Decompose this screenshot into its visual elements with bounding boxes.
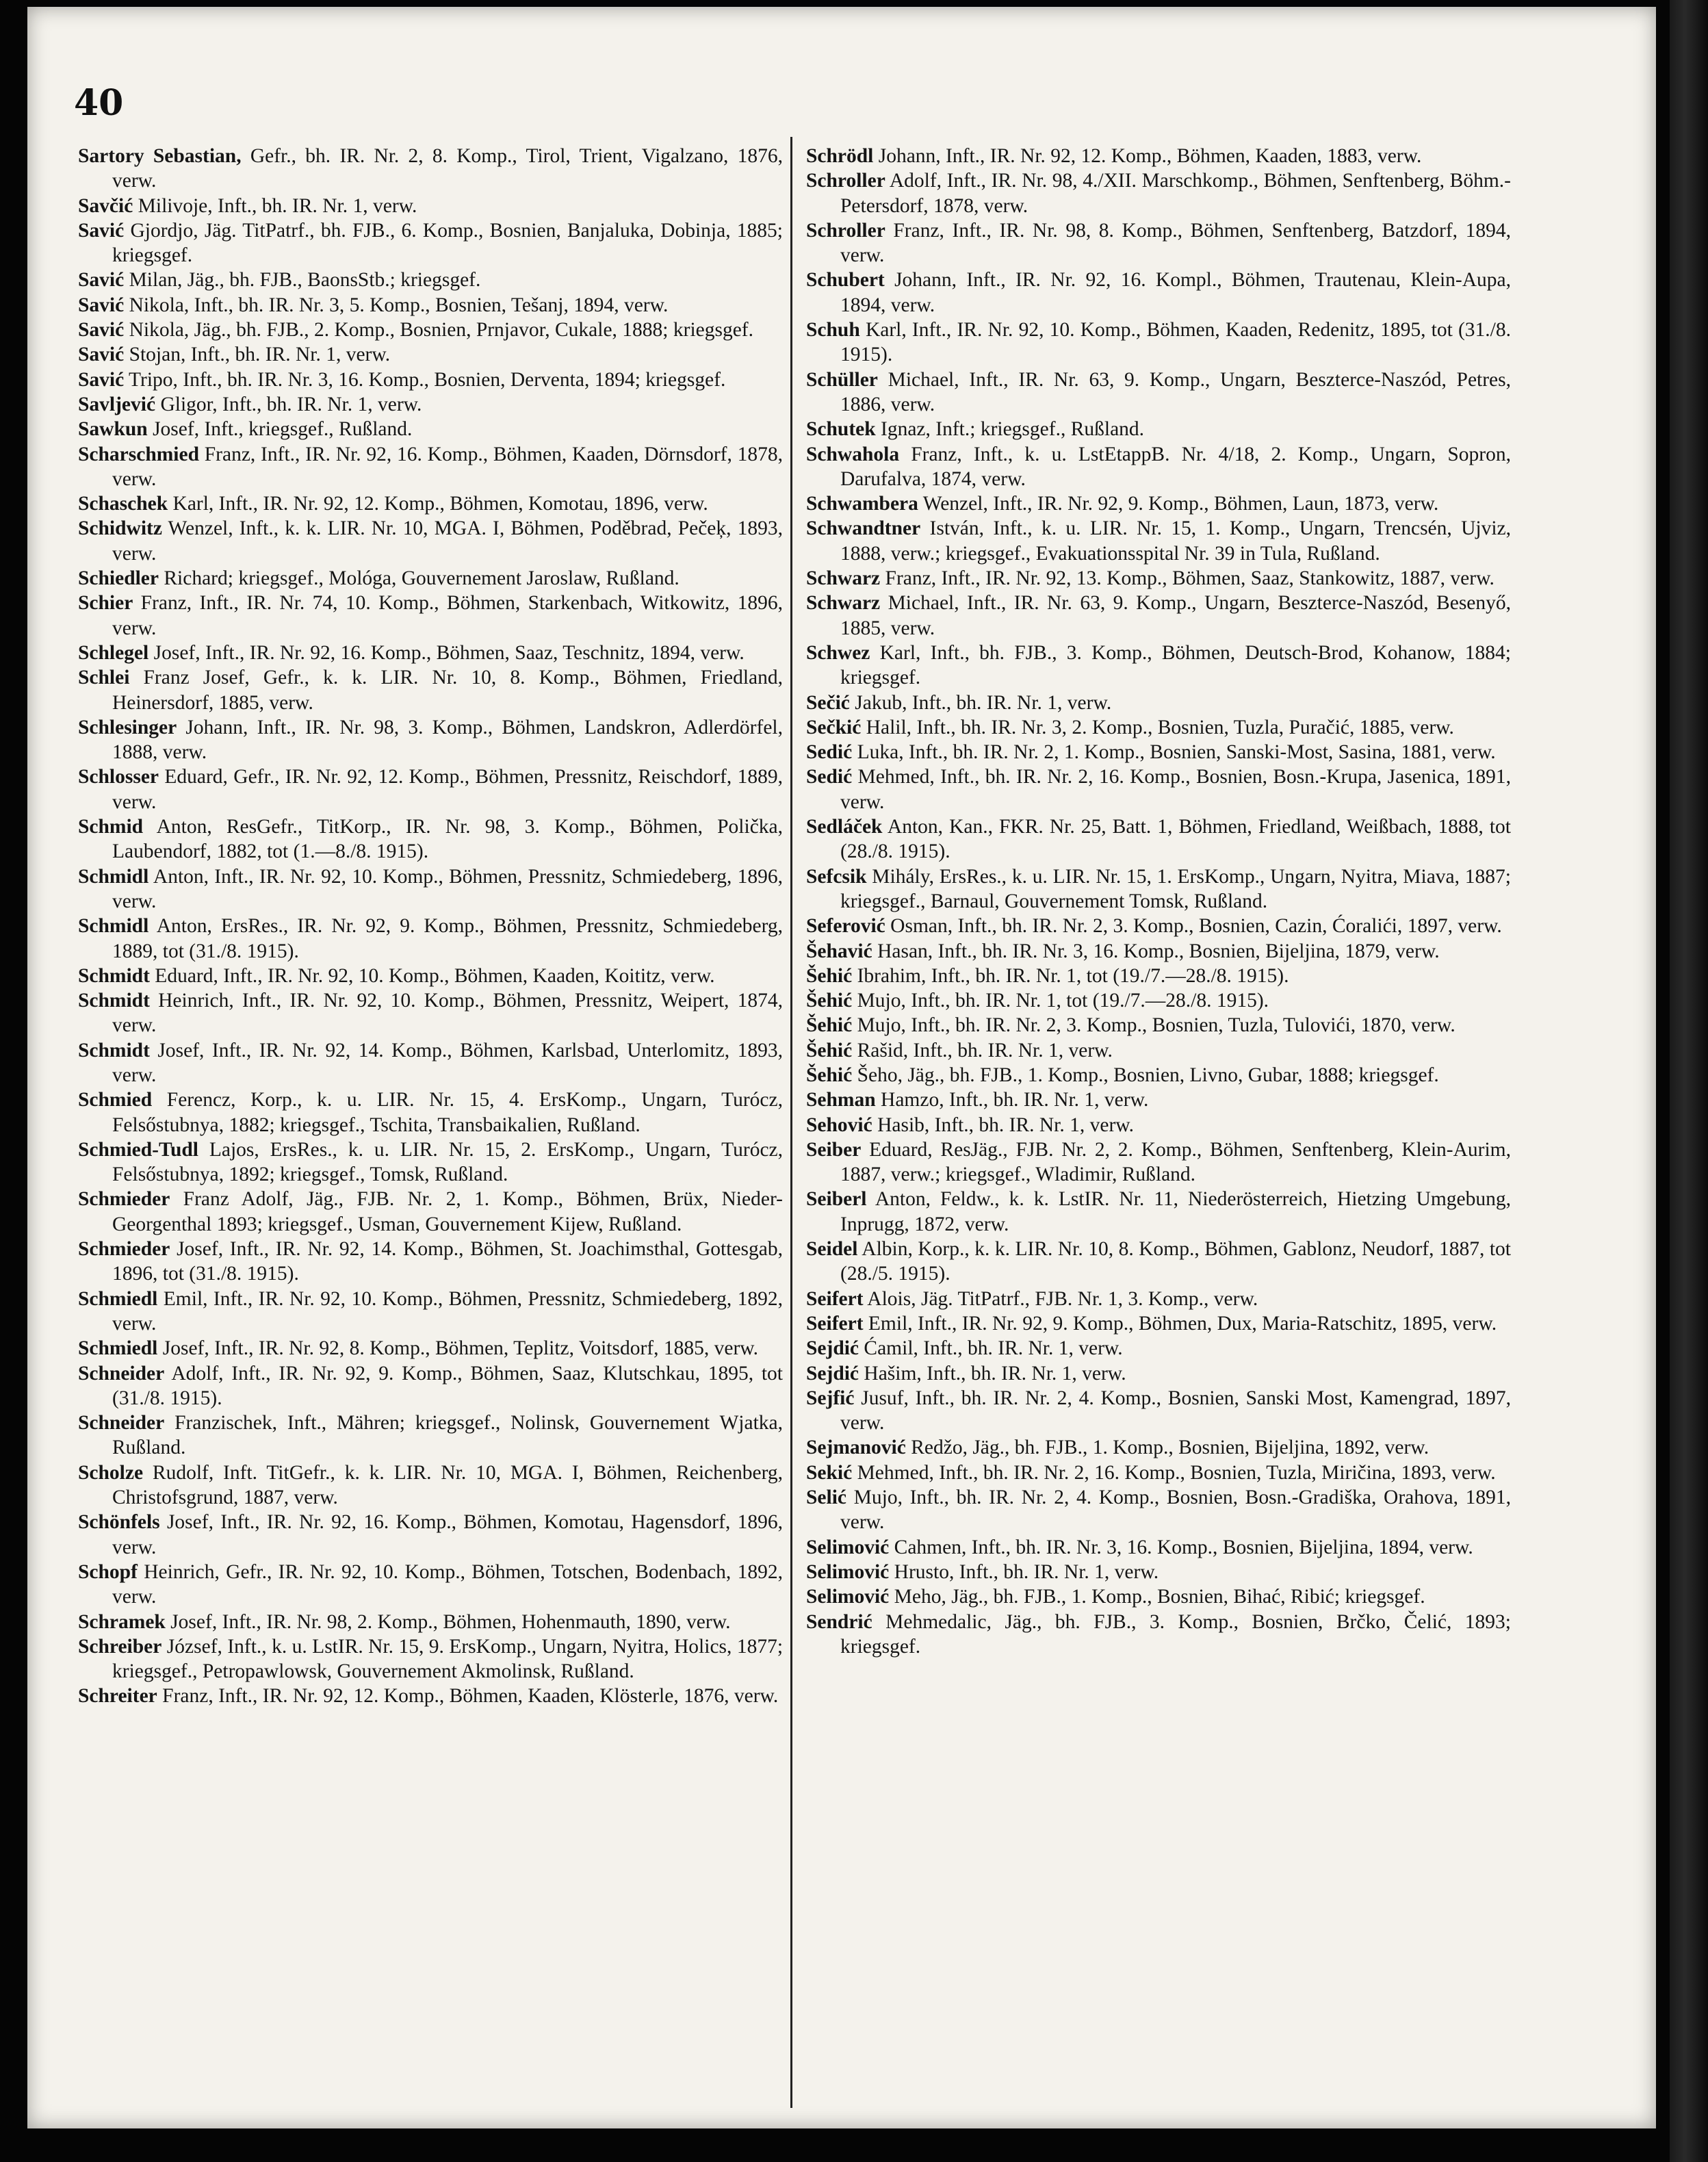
entry-details: Karl, Inft., IR. Nr. 92, 10. Komp., Böhmen, Kaaden, Redenitz, 1895, tot (31./8. 1915). xyxy=(840,319,1511,366)
list-entry xyxy=(78,715,783,765)
list-entry xyxy=(78,1684,783,1708)
entry-details: Wenzel, Inft., IR. Nr. 92, 9. Komp., Böhmen, Laun, 1873, verw. xyxy=(922,493,1439,515)
entry-surname: Šehić xyxy=(806,964,853,987)
list-entry xyxy=(806,964,1511,988)
list-entry xyxy=(78,368,783,392)
entry-details: Luka, Inft., bh. IR. Nr. 2, 1. Komp., Bosnien, Sanski-Most, Sasina, 1881, verw. xyxy=(857,741,1496,764)
list-entry xyxy=(78,1610,783,1634)
list-entry xyxy=(78,194,783,218)
list-entry xyxy=(78,1336,783,1361)
entry-details: Michael, Inft., IR. Nr. 63, 9. Komp., Ungarn, Beszterce-Naszód, Besenyő, 1885, verw. xyxy=(840,592,1512,639)
list-entry xyxy=(78,1510,783,1560)
entry-surname: Sečkić xyxy=(806,716,862,738)
list-entry xyxy=(78,964,783,988)
list-entry xyxy=(78,1187,783,1237)
list-entry xyxy=(806,1485,1511,1535)
entry-details: Tripo, Inft., bh. IR. Nr. 3, 16. Komp., Bosnien, Derventa, 1894; kriegsgef. xyxy=(129,368,726,391)
entry-surname: Sehman xyxy=(806,1089,876,1111)
list-entry xyxy=(806,1038,1511,1063)
entry-surname: Schmid xyxy=(78,816,144,838)
entry-surname: Schmiedl xyxy=(78,1337,158,1360)
entry-details: Hamzo, Inft., bh. IR. Nr. 1, verw. xyxy=(881,1089,1149,1111)
list-entry xyxy=(78,864,783,914)
entry-surname: Seifert xyxy=(806,1287,864,1310)
list-entry xyxy=(78,1038,783,1088)
entry-surname: Sartory Sebastian, xyxy=(78,145,242,167)
entry-details: Anton, Inft., IR. Nr. 92, 10. Komp., Böhmen, Pressnitz, Schmiedeberg, 1896, verw. xyxy=(112,865,784,912)
list-entry xyxy=(806,318,1511,368)
entry-surname: Selić xyxy=(806,1487,846,1509)
entry-surname: Schroller xyxy=(806,219,885,242)
list-entry xyxy=(806,1013,1511,1038)
left-column xyxy=(78,144,783,1709)
entry-surname: Schier xyxy=(78,592,133,615)
list-entry xyxy=(806,1361,1511,1386)
list-entry xyxy=(806,715,1511,740)
entry-details: Heinrich, Inft., IR. Nr. 92, 10. Komp., Böhmen, Pressnitz, Weipert, 1874, verw. xyxy=(112,990,783,1037)
list-entry xyxy=(78,814,783,864)
entry-details: Franz, Inft., IR. Nr. 92, 16. Komp., Böhmen, Kaaden, Dörnsdorf, 1878, verw. xyxy=(112,443,783,490)
entry-surname: Sehović xyxy=(806,1114,872,1136)
list-entry xyxy=(806,491,1511,516)
entry-surname: Schuh xyxy=(806,319,860,342)
list-entry xyxy=(806,442,1511,492)
entry-details: Anton, ResGefr., TitKorp., IR. Nr. 98, 3. Komp., Böhmen, Polička, Laubendorf, 1882, tot (1.—8./8. 1915). xyxy=(112,816,784,863)
entry-surname: Schlegel xyxy=(78,641,149,664)
entry-surname: Sefcsik xyxy=(806,865,867,888)
entry-details: Gjordjo, Jäg. TitPatrf., bh. FJB., 6. Komp., Bosnien, Banjaluka, Dobinja, 1885; kriegsgef. xyxy=(112,219,784,267)
list-entry xyxy=(806,1435,1511,1460)
list-entry xyxy=(806,740,1511,764)
entry-details: Franz, Inft., IR. Nr. 92, 12. Komp., Böhmen, Kaaden, Klösterle, 1876, verw. xyxy=(162,1685,779,1708)
list-entry xyxy=(78,591,783,641)
entry-details: Heinrich, Gefr., IR. Nr. 92, 10. Komp., Böhmen, Totschen, Bodenbach, 1892, verw. xyxy=(112,1560,784,1608)
entry-surname: Schmied xyxy=(78,1089,153,1111)
entry-surname: Sejfić xyxy=(806,1387,855,1409)
entry-surname: Schlesinger xyxy=(78,716,177,738)
page-number: 40 xyxy=(74,82,124,124)
entry-surname: Šehić xyxy=(806,1014,853,1037)
entry-surname: Šehić xyxy=(806,1064,853,1086)
list-entry xyxy=(806,1113,1511,1137)
list-entry xyxy=(78,392,783,417)
entry-details: Nikola, Jäg., bh. FJB., 2. Komp., Bosnien, Prnjavor, Cukale, 1888; kriegsgef. xyxy=(129,319,754,342)
entry-details: Adolf, Inft., IR. Nr. 98, 4./XII. Marschkomp., Böhmen, Senftenberg, Böhm.-Petersdorf, 1878, verw. xyxy=(840,170,1511,217)
entry-surname: Schmieder xyxy=(78,1238,170,1261)
entry-details: Karl, Inft., bh. FJB., 3. Komp., Böhmen, Deutsch-Brod, Kohanow, 1884; kriegsgef. xyxy=(840,641,1512,689)
list-entry xyxy=(78,218,783,268)
entry-surname: Sendrić xyxy=(806,1610,872,1633)
entry-details: Anton, Kan., FKR. Nr. 25, Batt. 1, Böhmen, Friedland, Weißbach, 1888, tot (28./8. 1915). xyxy=(840,816,1512,863)
list-entry xyxy=(78,417,783,441)
list-entry xyxy=(806,691,1511,715)
entry-surname: Schwahola xyxy=(806,443,900,465)
list-entry xyxy=(806,988,1511,1013)
list-entry xyxy=(806,1287,1511,1311)
entry-details: Hašim, Inft., bh. IR. Nr. 1, verw. xyxy=(864,1362,1126,1385)
entry-surname: Schramek xyxy=(78,1610,166,1633)
entry-details: Adolf, Inft., IR. Nr. 92, 9. Komp., Böhmen, Saaz, Klutschkau, 1895, tot (31./8. 1915). xyxy=(112,1362,783,1409)
entry-details: Josef, Inft., kriegsgef., Rußland. xyxy=(153,418,413,441)
right-column xyxy=(806,144,1511,1659)
entry-details: Anton, ErsRes., IR. Nr. 92, 9. Komp., Böhmen, Pressnitz, Schmiedeberg, 1889, tot (31./8. 1915). xyxy=(112,915,784,962)
entry-surname: Schrödl xyxy=(806,145,874,167)
entry-surname: Savić xyxy=(78,319,125,342)
entry-details: Stojan, Inft., bh. IR. Nr. 1, verw. xyxy=(129,344,391,366)
list-entry xyxy=(806,764,1511,814)
entry-details: Mehmed, Inft., bh. IR. Nr. 2, 16. Komp., Bosnien, Bosn.-Krupa, Jasenica, 1891, verw. xyxy=(840,766,1512,813)
entry-details: Franz, Inft., k. u. LstEtappB. Nr. 4/18, 2. Komp., Ungarn, Sopron, Darufalva, 1874, verw. xyxy=(840,443,1512,490)
entry-surname: Savić xyxy=(78,269,125,292)
entry-details: Gligor, Inft., bh. IR. Nr. 1, verw. xyxy=(160,393,422,415)
list-entry xyxy=(806,1336,1511,1361)
entry-details: Rudolf, Inft. TitGefr., k. k. LIR. Nr. 10, MGA. I, Böhmen, Reichenberg, Christofsgrund, 1887, verw. xyxy=(112,1461,784,1509)
entry-surname: Schopf xyxy=(78,1560,138,1583)
entry-surname: Savić xyxy=(78,344,125,366)
entry-surname: Schneider xyxy=(78,1412,165,1434)
list-entry xyxy=(78,144,783,194)
entry-details: Nikola, Inft., bh. IR. Nr. 3, 5. Komp., Bosnien, Tešanj, 1894, verw. xyxy=(129,294,669,316)
entry-details: Lajos, ErsRes., k. u. LIR. Nr. 15, 2. ErsKomp., Ungarn, Turócz, Felsőstubnya, 1892; kriegsgef., Tomsk, Rußland. xyxy=(112,1138,784,1186)
list-entry xyxy=(806,1187,1511,1237)
entry-surname: Savić xyxy=(78,294,125,316)
entry-surname: Šehić xyxy=(806,990,853,1012)
list-entry xyxy=(806,144,1511,168)
entry-surname: Savčić xyxy=(78,194,133,217)
entry-surname: Šehić xyxy=(806,1039,853,1061)
entry-details: Johann, Inft., IR. Nr. 92, 12. Komp., Böhmen, Kaaden, 1883, verw. xyxy=(878,145,1422,167)
entry-details: Mujo, Inft., bh. IR. Nr. 1, tot (19./7.—28./8. 1915). xyxy=(857,990,1269,1012)
entry-surname: Selimović xyxy=(806,1560,890,1583)
entry-surname: Schreiber xyxy=(78,1635,162,1658)
list-entry xyxy=(806,641,1511,691)
list-entry xyxy=(806,1137,1511,1187)
entry-details: Mujo, Inft., bh. IR. Nr. 2, 4. Komp., Bosnien, Bosn.-Gradiška, Orahova, 1891, verw. xyxy=(840,1487,1511,1534)
entry-details: Ferencz, Korp., k. u. LIR. Nr. 15, 4. ErsKomp., Ungarn, Turócz, Felsőstubnya, 1882; kriegsgef., Tschita, Transbaikalien, Rußland. xyxy=(112,1089,783,1136)
list-entry xyxy=(78,1137,783,1187)
entry-surname: Schüller xyxy=(806,368,878,391)
entry-details: Michael, Inft., IR. Nr. 63, 9. Komp., Ungarn, Beszterce-Naszód, Petres, 1886, verw. xyxy=(840,368,1512,415)
list-entry xyxy=(806,417,1511,441)
entry-details: Josef, Inft., IR. Nr. 92, 14. Komp., Böhmen, St. Joachimsthal, Gottesgab, 1896, tot (31./8. 1915). xyxy=(112,1238,783,1285)
list-entry xyxy=(78,988,783,1038)
entry-details: Franz Josef, Gefr., k. k. LIR. Nr. 10, 8. Komp., Böhmen, Friedland, Heinersdorf, 1885, verw. xyxy=(112,667,784,714)
list-entry xyxy=(806,939,1511,964)
entry-surname: Sedić xyxy=(806,766,853,788)
entry-surname: Schwarz xyxy=(806,567,881,590)
entry-details: Milivoje, Inft., bh. IR. Nr. 1, verw. xyxy=(138,194,417,217)
entry-surname: Seiberl xyxy=(806,1188,867,1211)
entry-surname: Seifert xyxy=(806,1312,864,1335)
entry-details: Johann, Inft., IR. Nr. 92, 16. Kompl., Böhmen, Trautenau, Klein-Aupa, 1894, verw. xyxy=(840,269,1511,316)
entry-surname: Schutek xyxy=(806,418,876,441)
entry-surname: Selimović xyxy=(806,1536,890,1558)
entry-details: Franz Adolf, Jäg., FJB. Nr. 2, 1. Komp., Böhmen, Brüx, Nieder-Georgenthal 1893; kriegsgef., Usman, Gouvernement Kijew, Rußland. xyxy=(112,1188,783,1235)
entry-details: Osman, Inft., bh. IR. Nr. 2, 3. Komp., Bosnien, Cazin, Ćoralići, 1897, verw. xyxy=(890,915,1502,938)
list-entry xyxy=(806,1311,1511,1336)
entry-details: Eduard, ResJäg., FJB. Nr. 2, 2. Komp., Böhmen, Senftenberg, Klein-Aurim, 1887, verw.; kriegsgef., Wladimir, Rußland. xyxy=(840,1138,1512,1186)
entry-details: Ćamil, Inft., bh. IR. Nr. 1, verw. xyxy=(864,1337,1123,1360)
entry-details: Eduard, Gefr., IR. Nr. 92, 12. Komp., Böhmen, Pressnitz, Reischdorf, 1889, verw. xyxy=(112,766,784,813)
entry-details: Anton, Feldw., k. k. LstIR. Nr. 11, Niederösterreich, Hietzing Umgebung, Inprugg, 1872, verw. xyxy=(840,1188,1512,1235)
entry-surname: Schiedler xyxy=(78,567,159,590)
entry-details: Albin, Korp., k. k. LIR. Nr. 10, 8. Komp., Böhmen, Gablonz, Neudorf, 1887, tot (28./5. 1915). xyxy=(840,1238,1512,1285)
list-entry xyxy=(78,293,783,318)
entry-details: Karl, Inft., IR. Nr. 92, 12. Komp., Böhmen, Komotau, 1896, verw. xyxy=(172,493,708,515)
list-entry xyxy=(78,318,783,342)
list-entry xyxy=(806,1584,1511,1609)
list-entry xyxy=(78,442,783,492)
entry-details: József, Inft., k. u. LstIR. Nr. 15, 9. ErsKomp., Ungarn, Nyitra, Holics, 1877; kriegsgef., Petropawlowsk, Gouvernement Akmolinsk, Rußland. xyxy=(112,1635,784,1683)
list-entry xyxy=(806,1063,1511,1088)
list-entry xyxy=(806,566,1511,591)
entry-details: Hasan, Inft., bh. IR. Nr. 3, 16. Komp., Bosnien, Bijeljina, 1879, verw. xyxy=(877,940,1440,962)
entry-surname: Seiber xyxy=(806,1138,862,1161)
entry-surname: Schlosser xyxy=(78,766,159,788)
entry-surname: Selimović xyxy=(806,1586,890,1608)
column-divider xyxy=(790,137,792,2108)
list-entry xyxy=(78,342,783,367)
entry-surname: Schneider xyxy=(78,1362,165,1385)
entry-surname: Savljević xyxy=(78,393,156,415)
entry-details: Hasib, Inft., bh. IR. Nr. 1, verw. xyxy=(877,1114,1135,1136)
entry-surname: Schreiter xyxy=(78,1685,157,1708)
entry-surname: Schmieder xyxy=(78,1188,170,1211)
list-entry xyxy=(78,516,783,566)
entry-details: Meho, Jäg., bh. FJB., 1. Komp., Bosnien, Bihać, Ribić; kriegsgef. xyxy=(894,1586,1425,1608)
entry-details: Hrusto, Inft., bh. IR. Nr. 1, verw. xyxy=(894,1560,1159,1583)
list-entry xyxy=(78,1460,783,1510)
entry-details: Mehmed, Inft., bh. IR. Nr. 2, 16. Komp., Bosnien, Tuzla, Miričina, 1893, verw. xyxy=(857,1461,1496,1484)
entry-surname: Schmidl xyxy=(78,915,149,938)
entry-surname: Schönfels xyxy=(78,1511,160,1534)
list-entry xyxy=(78,1560,783,1610)
entry-surname: Sejdić xyxy=(806,1337,859,1360)
list-entry xyxy=(78,491,783,516)
entry-details: Franz, Inft., IR. Nr. 98, 8. Komp., Böhmen, Senftenberg, Batzdorf, 1894, verw. xyxy=(840,219,1512,267)
list-entry xyxy=(78,914,783,964)
entry-details: Ibrahim, Inft., bh. IR. Nr. 1, tot (19./7.—28./8. 1915). xyxy=(857,964,1289,987)
list-entry xyxy=(806,1386,1511,1436)
entry-surname: Schaschek xyxy=(78,493,168,515)
entry-surname: Schmidt xyxy=(78,964,150,987)
list-entry xyxy=(806,1088,1511,1112)
entry-surname: Seidel xyxy=(806,1238,858,1261)
entry-details: Jakub, Inft., bh. IR. Nr. 1, verw. xyxy=(855,691,1112,714)
list-entry xyxy=(806,218,1511,268)
entry-surname: Schmidt xyxy=(78,990,150,1012)
list-entry xyxy=(806,1610,1511,1660)
entry-details: Ignaz, Inft.; kriegsgef., Rußland. xyxy=(881,418,1145,441)
list-entry xyxy=(78,1287,783,1337)
list-entry xyxy=(78,665,783,715)
entry-details: Franz, Inft., IR. Nr. 74, 10. Komp., Böhmen, Starkenbach, Witkowitz, 1896, verw. xyxy=(112,592,783,639)
entry-surname: Schidwitz xyxy=(78,517,162,540)
entry-details: Milan, Jäg., bh. FJB., BaonsStb.; kriegsgef. xyxy=(129,269,481,292)
list-entry xyxy=(806,1560,1511,1584)
entry-details: Šeho, Jäg., bh. FJB., 1. Komp., Bosnien, Livno, Gubar, 1888; kriegsgef. xyxy=(857,1064,1439,1086)
entry-surname: Savić xyxy=(78,368,125,391)
list-entry xyxy=(806,516,1511,566)
entry-details: Franzischek, Inft., Mähren; kriegsgef., Nolinsk, Gouvernement Wjatka, Rußland. xyxy=(112,1412,783,1459)
entry-surname: Scholze xyxy=(78,1461,144,1484)
entry-surname: Schmied-Tudl xyxy=(78,1138,198,1161)
entry-details: Josef, Inft., IR. Nr. 98, 2. Komp., Böhmen, Hohenmauth, 1890, verw. xyxy=(170,1610,731,1633)
entry-details: Franz, Inft., IR. Nr. 92, 13. Komp., Böhmen, Saaz, Stankowitz, 1887, verw. xyxy=(885,567,1494,590)
list-entry xyxy=(806,168,1511,218)
entry-surname: Schwarz xyxy=(806,592,881,615)
list-entry xyxy=(806,914,1511,938)
list-entry xyxy=(78,1361,783,1411)
entry-details: Wenzel, Inft., k. k. LIR. Nr. 10, MGA. I, Böhmen, Poděbrad, Pečeķ, 1893, verw. xyxy=(112,517,783,565)
entry-details: Halil, Inft., bh. IR. Nr. 3, 2. Komp., Bosnien, Tuzla, Puračić, 1885, verw. xyxy=(866,716,1454,738)
entry-details: Josef, Inft., IR. Nr. 92, 16. Komp., Böhmen, Saaz, Teschnitz, 1894, verw. xyxy=(153,641,745,664)
entry-details: Rašid, Inft., bh. IR. Nr. 1, verw. xyxy=(857,1039,1113,1061)
entry-surname: Sedić xyxy=(806,741,853,764)
entry-details: Josef, Inft., IR. Nr. 92, 14. Komp., Böhmen, Karlsbad, Unterlomitz, 1893, verw. xyxy=(112,1039,783,1086)
entry-details: Mehmedalic, Jäg., bh. FJB., 3. Komp., Bosnien, Brčko, Čelić, 1893; kriegsgef. xyxy=(840,1610,1511,1658)
entry-surname: Schwandtner xyxy=(806,517,921,540)
entry-details: Mihály, ErsRes., k. u. LIR. Nr. 15, 1. ErsKomp., Ungarn, Nyitra, Miava, 1887; kriegsgef., Barnaul, Gouvernement Tomsk, Rußland. xyxy=(840,865,1511,912)
list-entry xyxy=(78,1411,783,1460)
entry-details: Mujo, Inft., bh. IR. Nr. 2, 3. Komp., Bosnien, Tuzla, Tulovići, 1870, verw. xyxy=(857,1014,1455,1037)
entry-surname: Scharschmied xyxy=(78,443,199,465)
entry-details: Emil, Inft., IR. Nr. 92, 9. Komp., Böhmen, Dux, Maria-Ratschitz, 1895, verw. xyxy=(868,1312,1497,1335)
entry-details: Redžo, Jäg., bh. FJB., 1. Komp., Bosnien, Bijeljina, 1892, verw. xyxy=(911,1437,1429,1459)
list-entry xyxy=(78,1237,783,1287)
entry-details: Jusuf, Inft., bh. IR. Nr. 2, 4. Komp., Bosnien, Sanski Most, Kamengrad, 1897, verw. xyxy=(840,1387,1512,1434)
entry-surname: Šehavić xyxy=(806,940,872,962)
entry-details: István, Inft., k. u. LIR. Nr. 15, 1. Komp., Ungarn, Trencsén, Ujviz, 1888, verw.; kriegsgef., Evakuationsspital Nr. 39 in Tula, Rußland. xyxy=(840,517,1511,565)
entry-surname: Sedláček xyxy=(806,816,883,838)
entry-details: Gefr., bh. IR. Nr. 2, 8. Komp., Tirol, Trient, Vigalzano, 1876, verw. xyxy=(112,145,784,192)
list-entry xyxy=(78,268,783,292)
list-entry xyxy=(78,1088,783,1137)
list-entry xyxy=(78,641,783,665)
entry-details: Josef, Inft., IR. Nr. 92, 16. Komp., Böhmen, Komotau, Hagensdorf, 1896, verw. xyxy=(112,1511,783,1558)
list-entry xyxy=(78,566,783,591)
list-entry xyxy=(78,764,783,814)
list-entry xyxy=(806,591,1511,641)
list-entry xyxy=(806,814,1511,864)
entry-details: Johann, Inft., IR. Nr. 98, 3. Komp., Böhmen, Landskron, Adlerdörfel, 1888, verw. xyxy=(112,716,783,764)
entry-surname: Schroller xyxy=(806,170,885,192)
entry-surname: Schubert xyxy=(806,269,885,292)
entry-surname: Schmidt xyxy=(78,1039,150,1061)
list-entry xyxy=(806,268,1511,318)
list-entry xyxy=(806,864,1511,914)
entry-details: Richard; kriegsgef., Mológa, Gouvernement Jaroslaw, Rußland. xyxy=(164,567,680,590)
list-entry xyxy=(806,1460,1511,1485)
entry-surname: Sawkun xyxy=(78,418,148,441)
entry-surname: Sejdić xyxy=(806,1362,859,1385)
entry-details: Alois, Jäg. TitPatrf., FJB. Nr. 1, 3. Komp., verw. xyxy=(867,1287,1258,1310)
entry-details: Josef, Inft., IR. Nr. 92, 8. Komp., Böhmen, Teplitz, Voitsdorf, 1885, verw. xyxy=(162,1337,759,1360)
entry-surname: Savić xyxy=(78,219,125,242)
book-edge xyxy=(1670,0,1708,2162)
entry-details: Eduard, Inft., IR. Nr. 92, 10. Komp., Böhmen, Kaaden, Koititz, verw. xyxy=(155,964,715,987)
list-entry xyxy=(806,1237,1511,1287)
entry-surname: Schwambera xyxy=(806,493,918,515)
entry-surname: Sečić xyxy=(806,691,850,714)
entry-surname: Schwez xyxy=(806,641,870,664)
entry-surname: Sejmanović xyxy=(806,1437,906,1459)
entry-surname: Schmidl xyxy=(78,865,149,888)
entry-details: Cahmen, Inft., bh. IR. Nr. 3, 16. Komp., Bosnien, Bijeljina, 1894, verw. xyxy=(894,1536,1473,1558)
entry-surname: Schlei xyxy=(78,667,130,689)
entry-surname: Seferović xyxy=(806,915,885,938)
list-entry xyxy=(806,1535,1511,1560)
list-entry xyxy=(78,1634,783,1684)
entry-surname: Schmiedl xyxy=(78,1287,158,1310)
entry-surname: Sekić xyxy=(806,1461,853,1484)
entry-details: Emil, Inft., IR. Nr. 92, 10. Komp., Böhmen, Pressnitz, Schmiedeberg, 1892, verw. xyxy=(112,1287,784,1335)
list-entry xyxy=(806,368,1511,417)
